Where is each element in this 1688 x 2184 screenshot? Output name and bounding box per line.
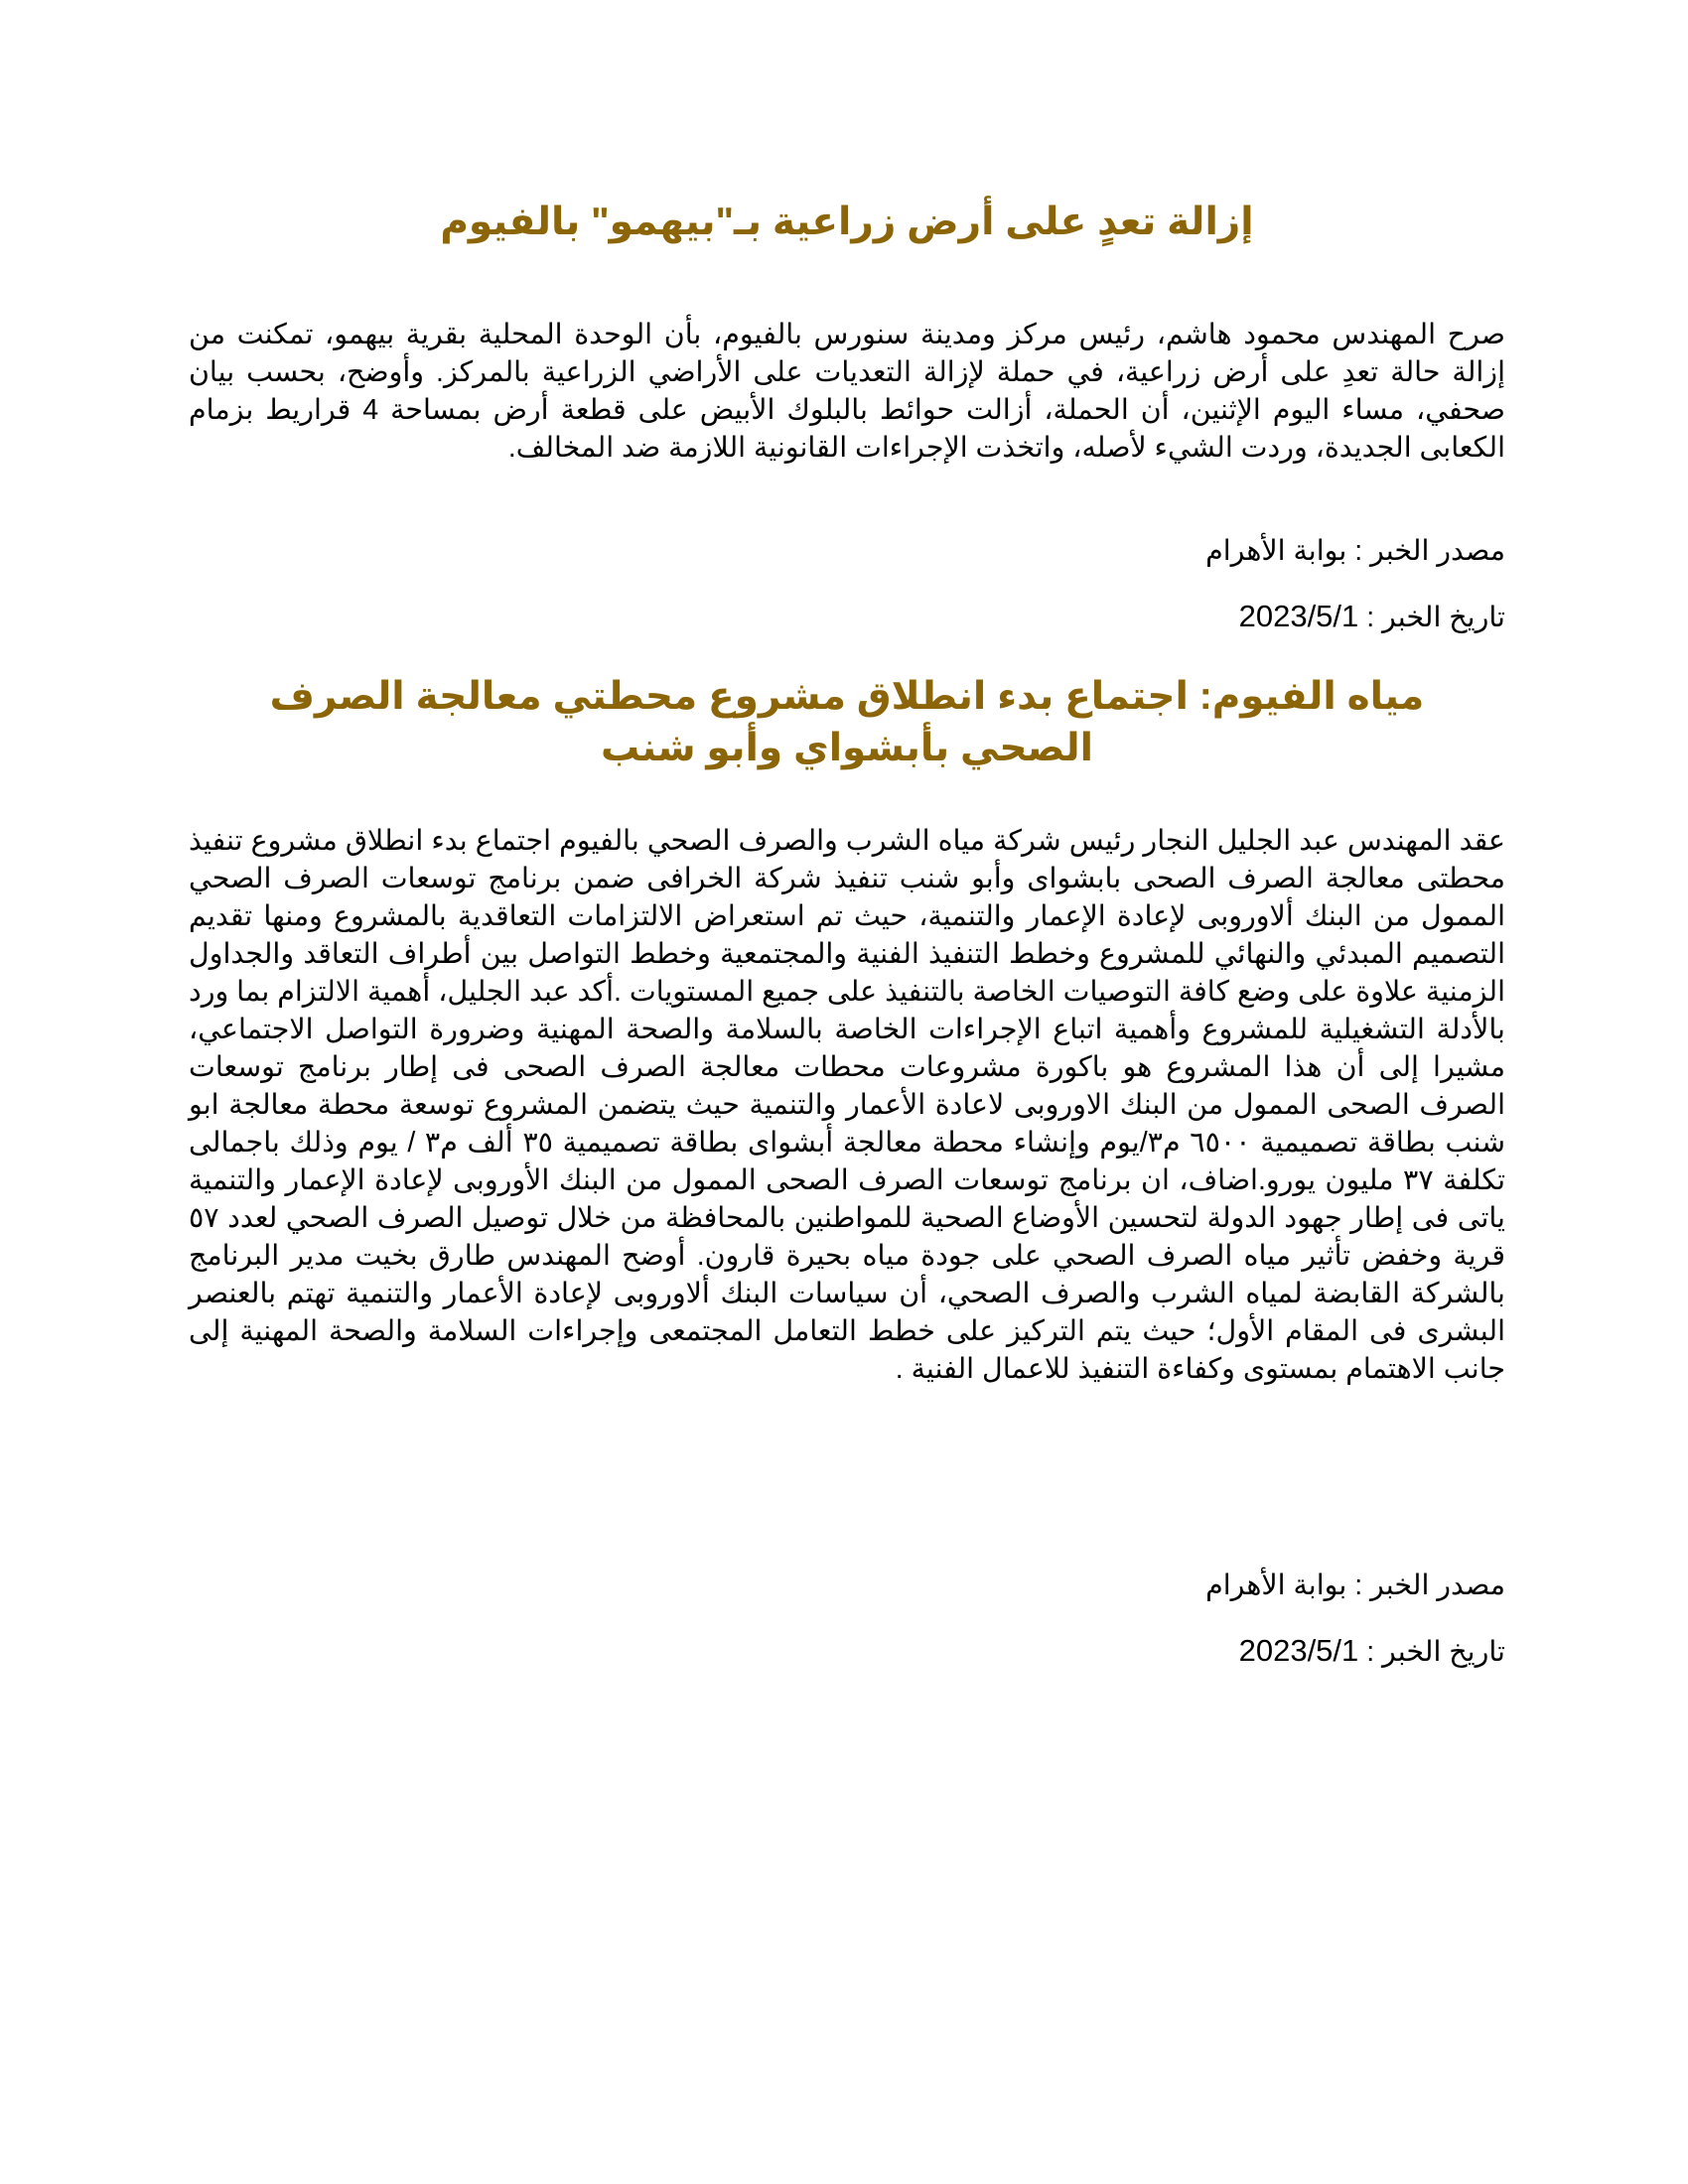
- news-source: [189, 1567, 1505, 1604]
- article-body: عقد المهندس عبد الجليل النجار رئيس شركة مياه الشرب والصرف الصحي بالفيوم اجتماع بدء انطلاق مشروع تنفيذ محطتى معالجة الصرف الصحى بابشواى وأبو شنب تنفيذ شركة الخرافى ضمن برنامج توسعات الصرف الصحي الممول من البنك ألاوروبى لإعادة الإعمار والتنمية، حيث تم استعراض الالتزامات التعاقدية بالمشروع ومنها تقديم التصميم المبدئي والنهائي للمشروع وخطط التنفيذ الفنية والمجتمعية وخطط التواصل بين أطراف التعاقد والجداول الزمنية علاوة على وضع كافة التوصيات الخاصة بالتنفيذ على جميع المستويات .أكد عبد الجليل، أهمية الالتزام بما ورد بالأدلة التشغيلية للمشروع وأهمية اتباع الإجراءات الخاصة بالسلامة والصحة المهنية وضرورة التواصل الاجتماعي، مشيرا إلى أن هذا المشروع هو باكورة مشروعات محطات معالجة الصرف الصحى فى إطار برنامج توسعات الصرف الصحى الممول من البنك الاوروبى لاعادة الأعمار والتنمية حيث يتضمن المشروع توسعة محطة معالجة ابو شنب بطاقة تصميمية ٦٥٠٠ م٣/يوم وإنشاء محطة معالجة أبشواى بطاقة تصميمية ٣٥ ألف م٣ / يوم وذلك باجمالى تكلفة ٣٧ مليون يورو.اضاف، ان برنامج توسعات الصرف الصحى الممول من البنك الأوروبى لإعادة الإعمار والتنمية ياتى فى إطار جهود الدولة لتحسين الأوضاع الصحية للمواطنين بالمحافظة من خلال توصيل الصرف الصحي لعدد ٥٧ قرية وخفض تأثير مياه الصرف الصحي على جودة مياه بحيرة قارون. أوضح المهندس طارق بخيت مدير البرنامج بالشركة القابضة لمياه الشرب والصرف الصحي، أن سياسات البنك ألاوروبى لإعادة الأعمار والتنمية تهتم بالعنصر البشرى فى المقام الأول؛ حيث يتم التركيز على خطط التعامل المجتمعى وإجراءات السلامة والصحة المهنية إلى جانب الاهتمام بمستوى وكفاءة التنفيذ للاعمال الفنية .: [189, 825, 1505, 1385]
- news-source: [189, 532, 1505, 570]
- news-source-value: بوابة الأهرام: [1205, 535, 1347, 567]
- article-title: مياه الفيوم: اجتماع بدء انطلاق مشروع محطتي معالجة الصرف الصحي بأبشواي وأبو شنب: [269, 675, 1425, 769]
- news-date-label: تاريخ الخبر :: [1366, 602, 1505, 633]
- article-title: إزالة تعدٍ على أرض زراعية بـ"بيهمو" بالفيوم: [440, 201, 1254, 243]
- news-date-value: 2023/5/1: [1238, 599, 1359, 633]
- news-source-label: مصدر الخبر :: [1354, 1570, 1505, 1601]
- news-date-label: تاريخ الخبر :: [1366, 1636, 1505, 1668]
- news-source-label: مصدر الخبر :: [1354, 535, 1505, 567]
- news-source-value: بوابة الأهرام: [1205, 1570, 1347, 1601]
- news-date: [189, 1632, 1505, 1671]
- news-date-value: 2023/5/1: [1238, 1633, 1359, 1668]
- news-date: [189, 598, 1505, 636]
- article-body: صرح المهندس محمود هاشم، رئيس مركز ومدينة سنورس بالفيوم، بأن الوحدة المحلية بقرية بيهمو، تمكنت من إزالة حالة تعدِ على أرض زراعية، في حملة لإزالة التعديات على الأراضي الزراعية بالمركز. وأوضح، بحسب بيان صحفي، مساء اليوم الإثنين، أن الحملة، أزالت حوائط بالبلوك الأبيض على قطعة أرض بمساحة 4 قراريط بزمام الكعابى الجديدة، وردت الشيء لأصله، واتخذت الإجراءات القانونية اللازمة ضد المخالف.: [189, 319, 1506, 464]
